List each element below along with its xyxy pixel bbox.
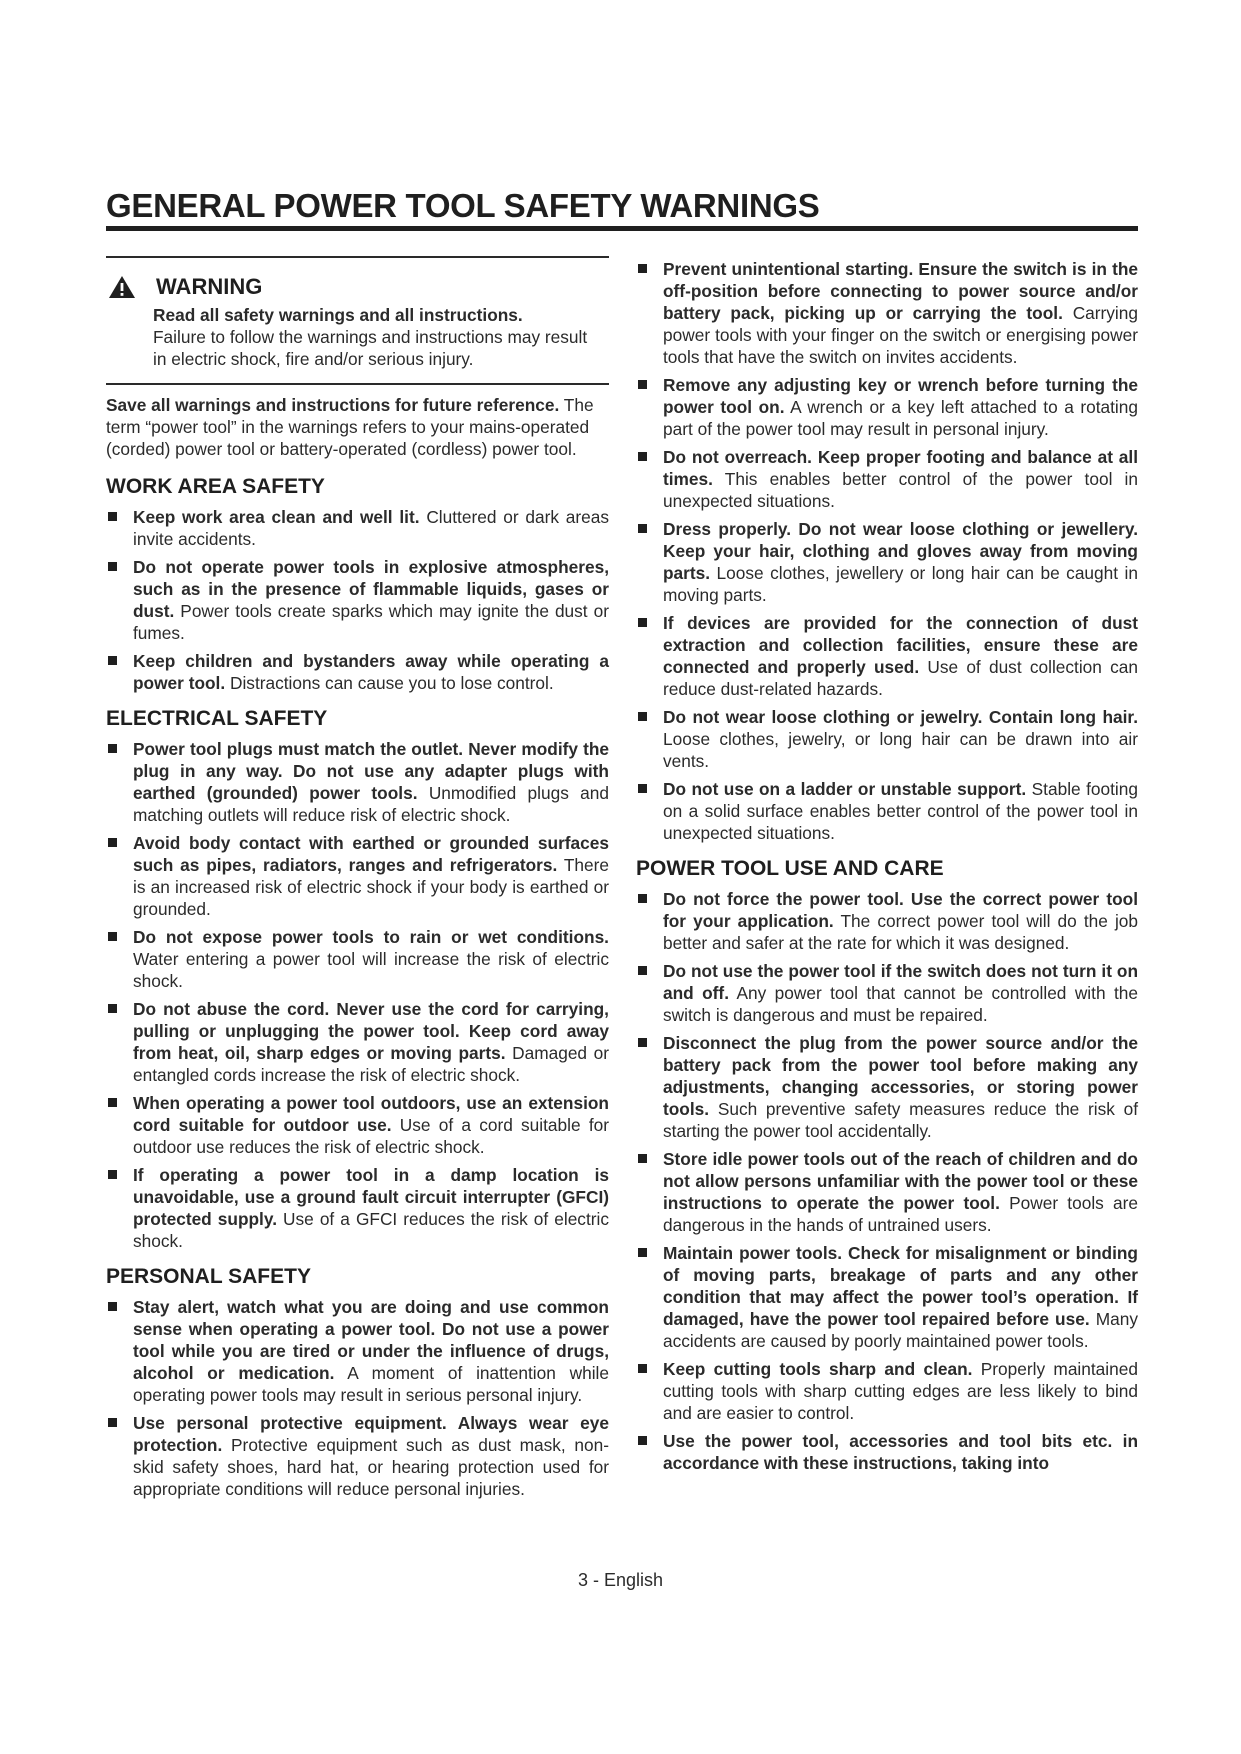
right-column	[636, 258, 1138, 1480]
list-item	[636, 518, 1138, 606]
item-text: Properly maintained cutting tools with sharp cutting edges are less likely to bind and are easier to control.	[663, 1359, 1138, 1423]
list-item	[106, 650, 609, 694]
item-bold: Use the power tool, accessories and tool bits etc. in accordance with these instructions, taking into	[663, 1431, 1138, 1473]
item-bold: Do not expose power tools to rain or wet conditions.	[133, 927, 609, 947]
square-bullet-icon	[638, 380, 647, 389]
square-bullet-icon	[638, 1364, 647, 1373]
square-bullet-icon	[638, 1248, 647, 1257]
item-bold: If devices are provided for the connection of dust extraction and collection facilities, ensure these are connected and properly used.	[663, 613, 1138, 677]
item-text: Any power tool that cannot be controlled with the switch is dangerous and must be repaired.	[663, 983, 1138, 1025]
square-bullet-icon	[108, 1098, 117, 1107]
square-bullet-icon	[108, 838, 117, 847]
square-bullet-icon	[108, 656, 117, 665]
list-item	[106, 1412, 609, 1500]
item-text: Distractions can cause you to lose control.	[229, 673, 554, 693]
list-item	[636, 612, 1138, 700]
item-bold: Keep work area clean and well lit.	[133, 507, 420, 527]
list-item	[636, 706, 1138, 772]
square-bullet-icon	[638, 784, 647, 793]
warning-text: Failure to follow the warnings and instructions may result in electric shock, fire and/or serious injury.	[153, 327, 588, 369]
item-bold: Disconnect the plug from the power source and/or the battery pack from the power tool before making any adjustments, changing accessories, or storing power tools.	[663, 1033, 1138, 1119]
list-item	[636, 888, 1138, 954]
item-text: A moment of inattention while operating power tools may result in serious personal injury.	[133, 1363, 610, 1405]
list-item	[636, 1242, 1138, 1352]
item-text: Power tools create sparks which may ignite the dust or fumes.	[133, 601, 609, 643]
item-text: Cluttered or dark areas invite accidents.	[133, 507, 609, 549]
item-bold: Do not wear loose clothing or jewelry. Contain long hair.	[663, 707, 1138, 727]
section-heading-work-area: WORK AREA SAFETY	[106, 475, 325, 498]
item-text: Damaged or entangled cords increase the risk of electric shock.	[133, 1043, 609, 1085]
title-rule	[106, 226, 1138, 231]
use-care-list	[636, 888, 1138, 1474]
item-bold: Do not force the power tool. Use the correct power tool for your application.	[663, 889, 1138, 931]
item-text: Such preventive safety measures reduce the risk of starting the power tool accidentally.	[663, 1099, 1138, 1141]
item-bold: Do not operate power tools in explosive atmospheres, such as in the presence of flammable liquids, gases or dust.	[133, 557, 609, 621]
square-bullet-icon	[638, 524, 647, 533]
item-bold: Power tool plugs must match the outlet. Never modify the plug in any way. Do not use any adapter plugs with earthed (grounded) power tools.	[133, 739, 609, 803]
list-item	[106, 1092, 609, 1158]
item-bold: Remove any adjusting key or wrench before turning the power tool on.	[663, 375, 1138, 417]
list-item	[636, 1148, 1138, 1236]
square-bullet-icon	[638, 894, 647, 903]
list-item	[106, 556, 609, 644]
item-bold: Do not use the power tool if the switch does not turn it on and off.	[663, 961, 1138, 1003]
warning-bold-text: Read all safety warnings and all instructions.	[153, 305, 523, 325]
list-item	[106, 832, 609, 920]
item-text: There is an increased risk of electric shock if your body is earthed or grounded.	[133, 855, 609, 919]
page-title: GENERAL POWER TOOL SAFETY WARNINGS	[106, 187, 820, 224]
item-text: Carrying power tools with your finger on the switch or energising power tools that have the switch on invites accidents.	[663, 303, 1138, 367]
item-text: A wrench or a key left attached to a rotating part of the power tool may result in personal injury.	[663, 397, 1138, 439]
list-item	[106, 998, 609, 1086]
square-bullet-icon	[638, 452, 647, 461]
square-bullet-icon	[638, 966, 647, 975]
work-area-list	[106, 506, 609, 694]
item-text: Power tools are dangerous in the hands of untrained users.	[663, 1193, 1138, 1235]
item-text: Loose clothes, jewellery or long hair can be caught in moving parts.	[663, 563, 1138, 605]
item-bold: Prevent unintentional starting. Ensure the switch is in the off-position before connecting to power source and/or battery pack, picking up or carrying the tool.	[663, 259, 1138, 323]
square-bullet-icon	[108, 1170, 117, 1179]
square-bullet-icon	[108, 512, 117, 521]
list-item	[636, 446, 1138, 512]
list-item	[106, 506, 609, 550]
warning-header	[108, 275, 609, 299]
left-column	[106, 256, 609, 1506]
square-bullet-icon	[108, 1418, 117, 1427]
section-heading-use-care: POWER TOOL USE AND CARE	[636, 857, 944, 880]
list-item	[106, 738, 609, 826]
list-item	[106, 1164, 609, 1252]
warning-title: WARNING	[156, 274, 263, 299]
warning-box	[106, 256, 609, 385]
section-heading-personal: PERSONAL SAFETY	[106, 1265, 311, 1288]
item-bold: Avoid body contact with earthed or grounded surfaces such as pipes, radiators, ranges and refrigerators.	[133, 833, 609, 875]
electrical-list	[106, 738, 609, 1252]
item-text: Use of dust collection can reduce dust-related hazards.	[663, 657, 1138, 699]
list-item	[636, 1358, 1138, 1424]
warning-body	[153, 304, 593, 370]
square-bullet-icon	[638, 1038, 647, 1047]
item-text: This enables better control of the power tool in unexpected situations.	[663, 469, 1139, 511]
square-bullet-icon	[108, 932, 117, 941]
item-bold: Dress properly. Do not wear loose clothing or jewellery. Keep your hair, clothing and gloves away from moving parts.	[663, 519, 1138, 583]
warning-triangle-icon	[108, 275, 136, 299]
intro-bold-text: Save all warnings and instructions for future reference.	[106, 395, 560, 415]
list-item	[636, 1430, 1138, 1474]
list-item	[636, 778, 1138, 844]
item-bold: Do not use on a ladder or unstable support.	[663, 779, 1027, 799]
item-text: Loose clothes, jewelry, or long hair can be drawn into air vents.	[663, 729, 1138, 771]
square-bullet-icon	[108, 1004, 117, 1013]
item-text: Protective equipment such as dust mask, non-skid safety shoes, hard hat, or hearing protection used for appropriate conditions will reduce personal injuries.	[133, 1435, 609, 1499]
square-bullet-icon	[108, 562, 117, 571]
item-bold: If operating a power tool in a damp location is unavoidable, use a ground fault circuit interrupter (GFCI) protected supply.	[133, 1165, 609, 1229]
personal-list-continued	[636, 258, 1138, 844]
item-bold: Do not overreach. Keep proper footing and balance at all times.	[663, 447, 1138, 489]
square-bullet-icon	[638, 1154, 647, 1163]
item-text: Water entering a power tool will increase the risk of electric shock.	[133, 949, 609, 991]
item-text: Use of a cord suitable for outdoor use reduces the risk of electric shock.	[133, 1115, 609, 1157]
item-text: Unmodified plugs and matching outlets will reduce risk of electric shock.	[133, 783, 609, 825]
list-item	[636, 1032, 1138, 1142]
item-bold: Do not abuse the cord. Never use the cord for carrying, pulling or unplugging the power tool. Keep cord away from heat, oil, sharp edges or moving parts.	[133, 999, 609, 1063]
item-text: Stable footing on a solid surface enables better control of the power tool in unexpected situations.	[663, 779, 1138, 843]
list-item	[636, 258, 1138, 368]
section-heading-electrical: ELECTRICAL SAFETY	[106, 707, 328, 730]
square-bullet-icon	[638, 712, 647, 721]
list-item	[106, 1296, 609, 1406]
square-bullet-icon	[638, 1436, 647, 1445]
list-item	[106, 926, 609, 992]
item-bold: Store idle power tools out of the reach of children and do not allow persons unfamiliar with the power tool or these instructions to operate the power tool.	[663, 1149, 1138, 1213]
square-bullet-icon	[108, 744, 117, 753]
item-bold: When operating a power tool outdoors, use an extension cord suitable for outdoor use.	[133, 1093, 609, 1135]
item-bold: Keep cutting tools sharp and clean.	[663, 1359, 973, 1379]
personal-list	[106, 1296, 609, 1500]
intro-paragraph	[106, 394, 609, 460]
square-bullet-icon	[108, 1302, 117, 1311]
intro-text: The term “power tool” in the warnings refers to your mains-operated (corded) power tool or battery-operated (cordless) power tool.	[106, 395, 594, 459]
square-bullet-icon	[638, 618, 647, 627]
list-item	[636, 374, 1138, 440]
list-item	[636, 960, 1138, 1026]
page-footer: 3 - English	[577, 1570, 664, 1590]
square-bullet-icon	[638, 264, 647, 273]
item-text: Use of a GFCI reduces the risk of electric shock.	[133, 1209, 609, 1251]
item-bold: Keep children and bystanders away while operating a power tool.	[133, 651, 609, 693]
item-bold: Maintain power tools. Check for misalignment or binding of moving parts, breakage of parts and any other condition that may affect the power tool’s operation. If damaged, have the power tool repaired before use.	[663, 1243, 1138, 1329]
item-text: The correct power tool will do the job better and safer at the rate for which it was designed.	[663, 911, 1139, 953]
item-bold: Use personal protective equipment. Always wear eye protection.	[133, 1413, 609, 1455]
item-text: Many accidents are caused by poorly maintained power tools.	[663, 1309, 1138, 1351]
item-bold: Stay alert, watch what you are doing and use common sense when operating a power tool. Do not use a power tool while you are tired or under the influence of drugs, alcohol or medication.	[133, 1297, 609, 1383]
